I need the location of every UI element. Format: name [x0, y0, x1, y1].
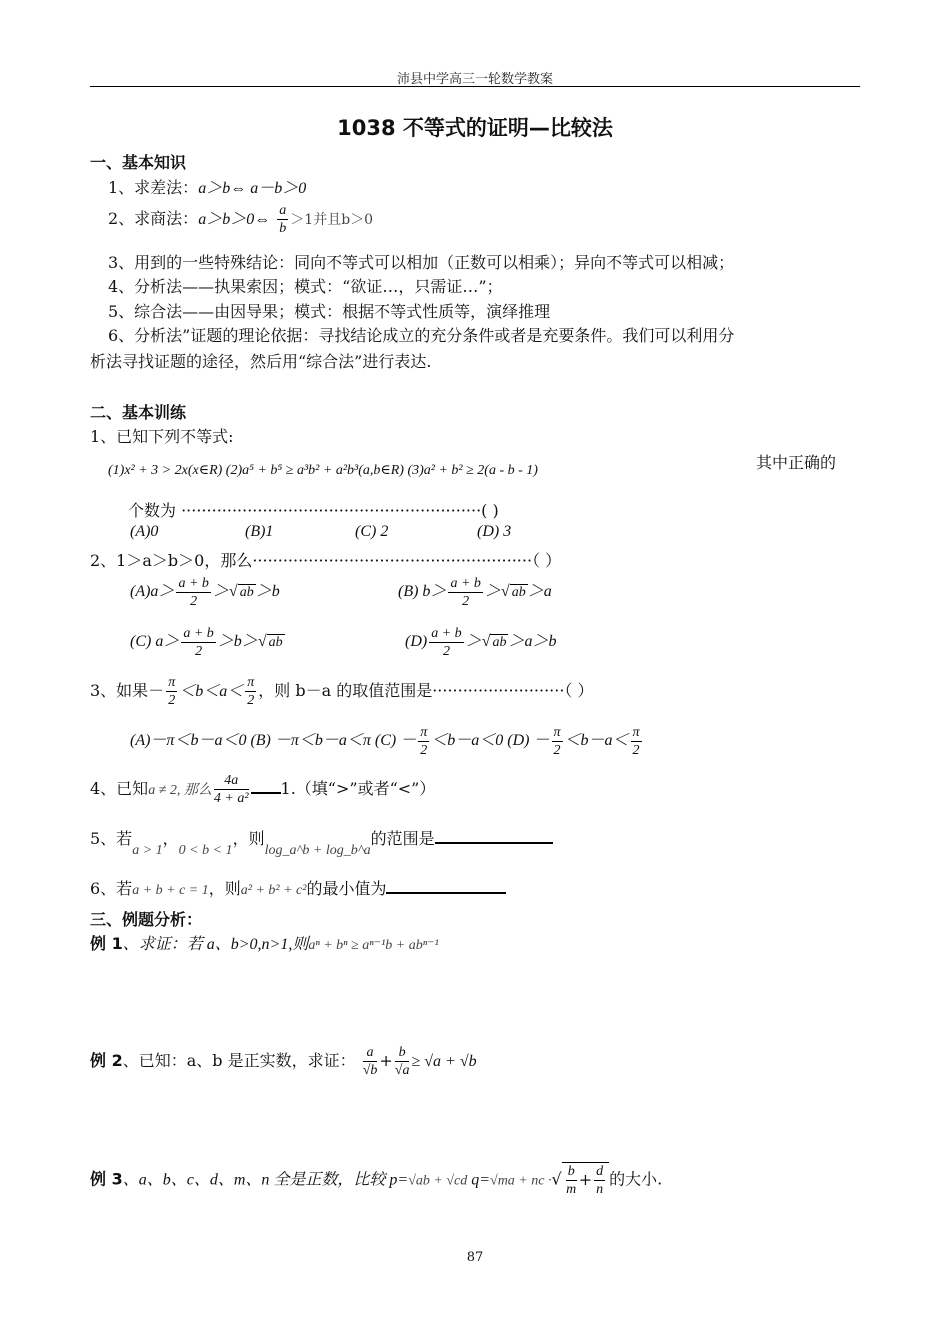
item-tail: ＞1并且b＞0 — [290, 212, 374, 228]
opt-mid: ＞ — [484, 583, 501, 601]
q3-option-d: (D) － — [507, 732, 550, 750]
q1-option-a: (A)0 — [130, 523, 159, 540]
opt-mid: ＞ — [465, 633, 482, 651]
q1-option-b: (B)1 — [245, 523, 274, 540]
example-post: 的大小. — [609, 1169, 663, 1189]
denominator: 2 — [195, 644, 203, 659]
denominator: 4 + a² — [213, 791, 249, 806]
question-1-tail: 其中正确的 — [756, 453, 837, 472]
q2-option-a: (A)a＞ $\frac{a + b}{2}$ ＞√ ab ＞b — [130, 576, 280, 609]
question-4 — [90, 772, 435, 807]
example-label: 例 3 — [90, 1169, 123, 1189]
opt-pre: (D) — [405, 633, 428, 651]
q5-post: 的范围是 — [370, 829, 435, 848]
knowledge-item-3: 3、用到的一些特殊结论：同向不等式可以相加（正数可以相乘）；异向不等式可以相减； — [108, 253, 735, 272]
denominator: 2 — [632, 743, 640, 758]
fraction — [277, 202, 288, 237]
denominator: 2 — [247, 693, 255, 708]
opt-pre: (C) a＞ — [130, 633, 180, 651]
denominator: 2 — [553, 743, 561, 758]
denominator: 2 — [442, 644, 450, 659]
item-label: 1、求差法： — [108, 178, 199, 197]
example-text: 、a、b、c、d、m、n 全是正数，比较 p= — [122, 1171, 409, 1189]
question-6 — [90, 876, 506, 899]
answer-blank[interactable] — [251, 792, 281, 794]
numerator: π — [632, 725, 640, 740]
fraction — [631, 724, 642, 759]
example-3: 例 3、a、b、c、d、m、n 全是正数，比较 p=√ab + √cd q=√ma + nc ·√ $\frac{b}{m}$ + $\frac{d}{n}$ 的大小. — [90, 1164, 663, 1197]
page-header: 沛县中学高三一轮数学教案 — [396, 72, 553, 87]
example-rhs: ≥ √a + √b — [411, 1053, 477, 1070]
numerator: a + b — [431, 626, 462, 641]
question-2-stem: 2、1＞a＞b＞0，那么·······················································（ ） — [90, 551, 562, 570]
fraction — [181, 625, 215, 660]
question-5 — [90, 826, 553, 858]
q5-cond-1: a > 1 — [132, 843, 163, 858]
numerator: a + b — [450, 576, 481, 591]
q3-option-a: (A)－π＜b－a＜0 — [130, 732, 247, 750]
fraction — [395, 1044, 410, 1079]
numerator: a + b — [178, 576, 209, 591]
opt-post: ＞a — [527, 583, 552, 601]
denominator: √b — [362, 1063, 378, 1078]
denominator: m — [566, 1182, 577, 1197]
numerator: π — [553, 725, 561, 740]
example-label: 例 1 — [90, 934, 123, 953]
fraction — [166, 674, 177, 709]
fraction — [176, 575, 210, 610]
numerator: π — [420, 725, 428, 740]
example-q-expr: √ma + nc · — [490, 1173, 552, 1189]
sqrt-arg: ab — [511, 585, 526, 601]
opt-pre: (A)a＞ — [130, 583, 175, 601]
numerator: b — [567, 1164, 575, 1179]
knowledge-item-6: 6、分析法”证题的理论依据：寻找结论成立的充分条件或者是充要条件。我们可以利用分 — [108, 326, 735, 345]
example-text: 、求证：若 a、b>0,n>1,则 — [122, 936, 309, 953]
numerator: d — [596, 1164, 604, 1179]
example-q-label: q= — [467, 1171, 491, 1189]
knowledge-item-2 — [108, 202, 373, 237]
item-expr: a＞b⇔ a－b＞0 — [198, 180, 307, 197]
q3-mid: ＜b＜a＜ — [179, 683, 244, 700]
q5-pre: 5、若 — [90, 829, 133, 848]
q1-option-c: (C) 2 — [355, 523, 389, 540]
denominator: b — [279, 221, 287, 236]
numerator: b — [395, 1044, 410, 1062]
q6-post: 的最小值为 — [306, 879, 387, 898]
numerator: a + b — [183, 626, 214, 641]
sqrt-arg: ab — [239, 585, 254, 601]
denominator: 2 — [168, 693, 176, 708]
q6-mid: ，则 — [208, 879, 241, 898]
example-p-expr: √ab + √cd — [408, 1173, 468, 1189]
numerator: 4a — [214, 772, 249, 790]
denominator: 2 — [420, 743, 428, 758]
fraction — [418, 724, 429, 759]
denominator: 2 — [462, 594, 470, 609]
q3-option-c: (C) － — [374, 732, 417, 750]
knowledge-item-4: 4、分析法——执果索因；模式：“欲证…，只需证…”； — [108, 277, 503, 296]
sqrt-arg — [562, 1162, 609, 1198]
q5-sep: ， — [162, 829, 179, 848]
page-number: 87 — [466, 1250, 484, 1265]
fraction — [363, 1044, 378, 1079]
section-heading-2: 二、基本训练 — [90, 403, 187, 422]
denominator: n — [596, 1182, 604, 1197]
sqrt-arg: ab — [268, 635, 283, 651]
denominator: √a — [394, 1063, 410, 1078]
q2-option-d: (D) $\frac{a + b}{2}$ ＞√ ab ＞a＞b — [405, 626, 557, 659]
question-1-stem: 1、已知下列不等式: — [90, 427, 234, 446]
fraction — [214, 772, 249, 807]
q3-option-b: (B) －π＜b－a＜π — [250, 732, 371, 750]
fraction — [245, 674, 256, 709]
plus: + — [379, 1051, 393, 1070]
answer-blank[interactable] — [435, 842, 553, 844]
question-3-stem — [90, 674, 594, 709]
q3-pre: 3、如果－ — [90, 681, 165, 700]
header-divider — [90, 86, 860, 87]
sqrt-arg: ab — [492, 635, 507, 651]
knowledge-item-1 — [108, 175, 306, 198]
numerator: a — [363, 1044, 378, 1062]
knowledge-item-6-cont: 析法寻找证题的途径，然后用“综合法”进行表达. — [90, 352, 432, 371]
numerator: π — [247, 675, 255, 690]
example-text: 、已知：a、b 是正实数，求证： — [122, 1051, 356, 1070]
fraction — [552, 724, 563, 759]
q5-mid: ，则 — [232, 829, 265, 848]
question-1-exprs: (1)x² + 3 > 2x(x∈R) (2)a⁵ + b⁵ ≥ a³b² + a²b³(a,b∈R) (3)a² + b² ≥ 2(a - b - 1) — [108, 463, 538, 478]
q3-option-d-mid: ＜b－a＜ — [564, 732, 629, 750]
numerator: a — [279, 203, 287, 218]
opt-pre: (B) b＞ — [398, 583, 447, 601]
answer-blank[interactable] — [386, 892, 506, 894]
fraction — [429, 625, 463, 660]
q2-option-b: (B) b＞ $\frac{a + b}{2}$ ＞√ ab ＞a — [398, 576, 552, 609]
example-expr: aⁿ + bⁿ ≥ aⁿ⁻¹b + abⁿ⁻¹ — [308, 938, 439, 953]
q3-options — [130, 724, 644, 759]
q3-post: ，则 b－a 的取值范围是··························（ ） — [258, 681, 594, 700]
fraction — [566, 1163, 577, 1198]
plus: + — [578, 1170, 593, 1189]
fraction — [448, 575, 482, 610]
opt-mid: ＞ — [212, 583, 229, 601]
q3-option-c-post: ＜b－a＜0 — [431, 732, 504, 750]
q2-option-c: (C) a＞ $\frac{a + b}{2}$ ＞b＞√ ab — [130, 626, 283, 659]
fraction — [594, 1163, 605, 1198]
q6-pre: 6、若 — [90, 879, 133, 898]
denominator: 2 — [190, 594, 198, 609]
q4-post: 1.（填“>”或者“<”） — [280, 779, 436, 798]
example-1 — [90, 931, 439, 954]
knowledge-item-5: 5、综合法——由因导果；模式：根据不等式性质等，演绎推理 — [108, 302, 551, 321]
example-2 — [90, 1044, 477, 1079]
q6-cond: a + b + c = 1 — [132, 883, 209, 898]
q4-pre: 4、已知 — [90, 779, 149, 798]
page-title: 1038 不等式的证明—比较法 — [337, 116, 613, 140]
q5-expr: log_a^b + log_b^a — [264, 843, 371, 858]
numerator: π — [168, 675, 176, 690]
example-label: 例 2 — [90, 1051, 123, 1070]
q6-expr: a² + b² + c² — [240, 883, 307, 898]
q5-cond-2: 0 < b < 1 — [178, 843, 233, 858]
opt-post: ＞b — [255, 583, 280, 601]
item-expr: a＞b＞0⇔ — [198, 211, 271, 228]
item-label: 2、求商法： — [108, 209, 199, 228]
q1-option-d: (D) 3 — [477, 523, 512, 540]
question-1-cont: 个数为 ···························································( ) — [128, 501, 499, 520]
section-heading-1: 一、基本知识 — [90, 153, 187, 172]
q4-cond: a ≠ 2, 那么 — [148, 783, 212, 798]
opt-mid: ＞b＞ — [217, 633, 258, 651]
opt-post: ＞a＞b — [508, 633, 557, 651]
section-heading-3: 三、例题分析： — [90, 910, 203, 929]
